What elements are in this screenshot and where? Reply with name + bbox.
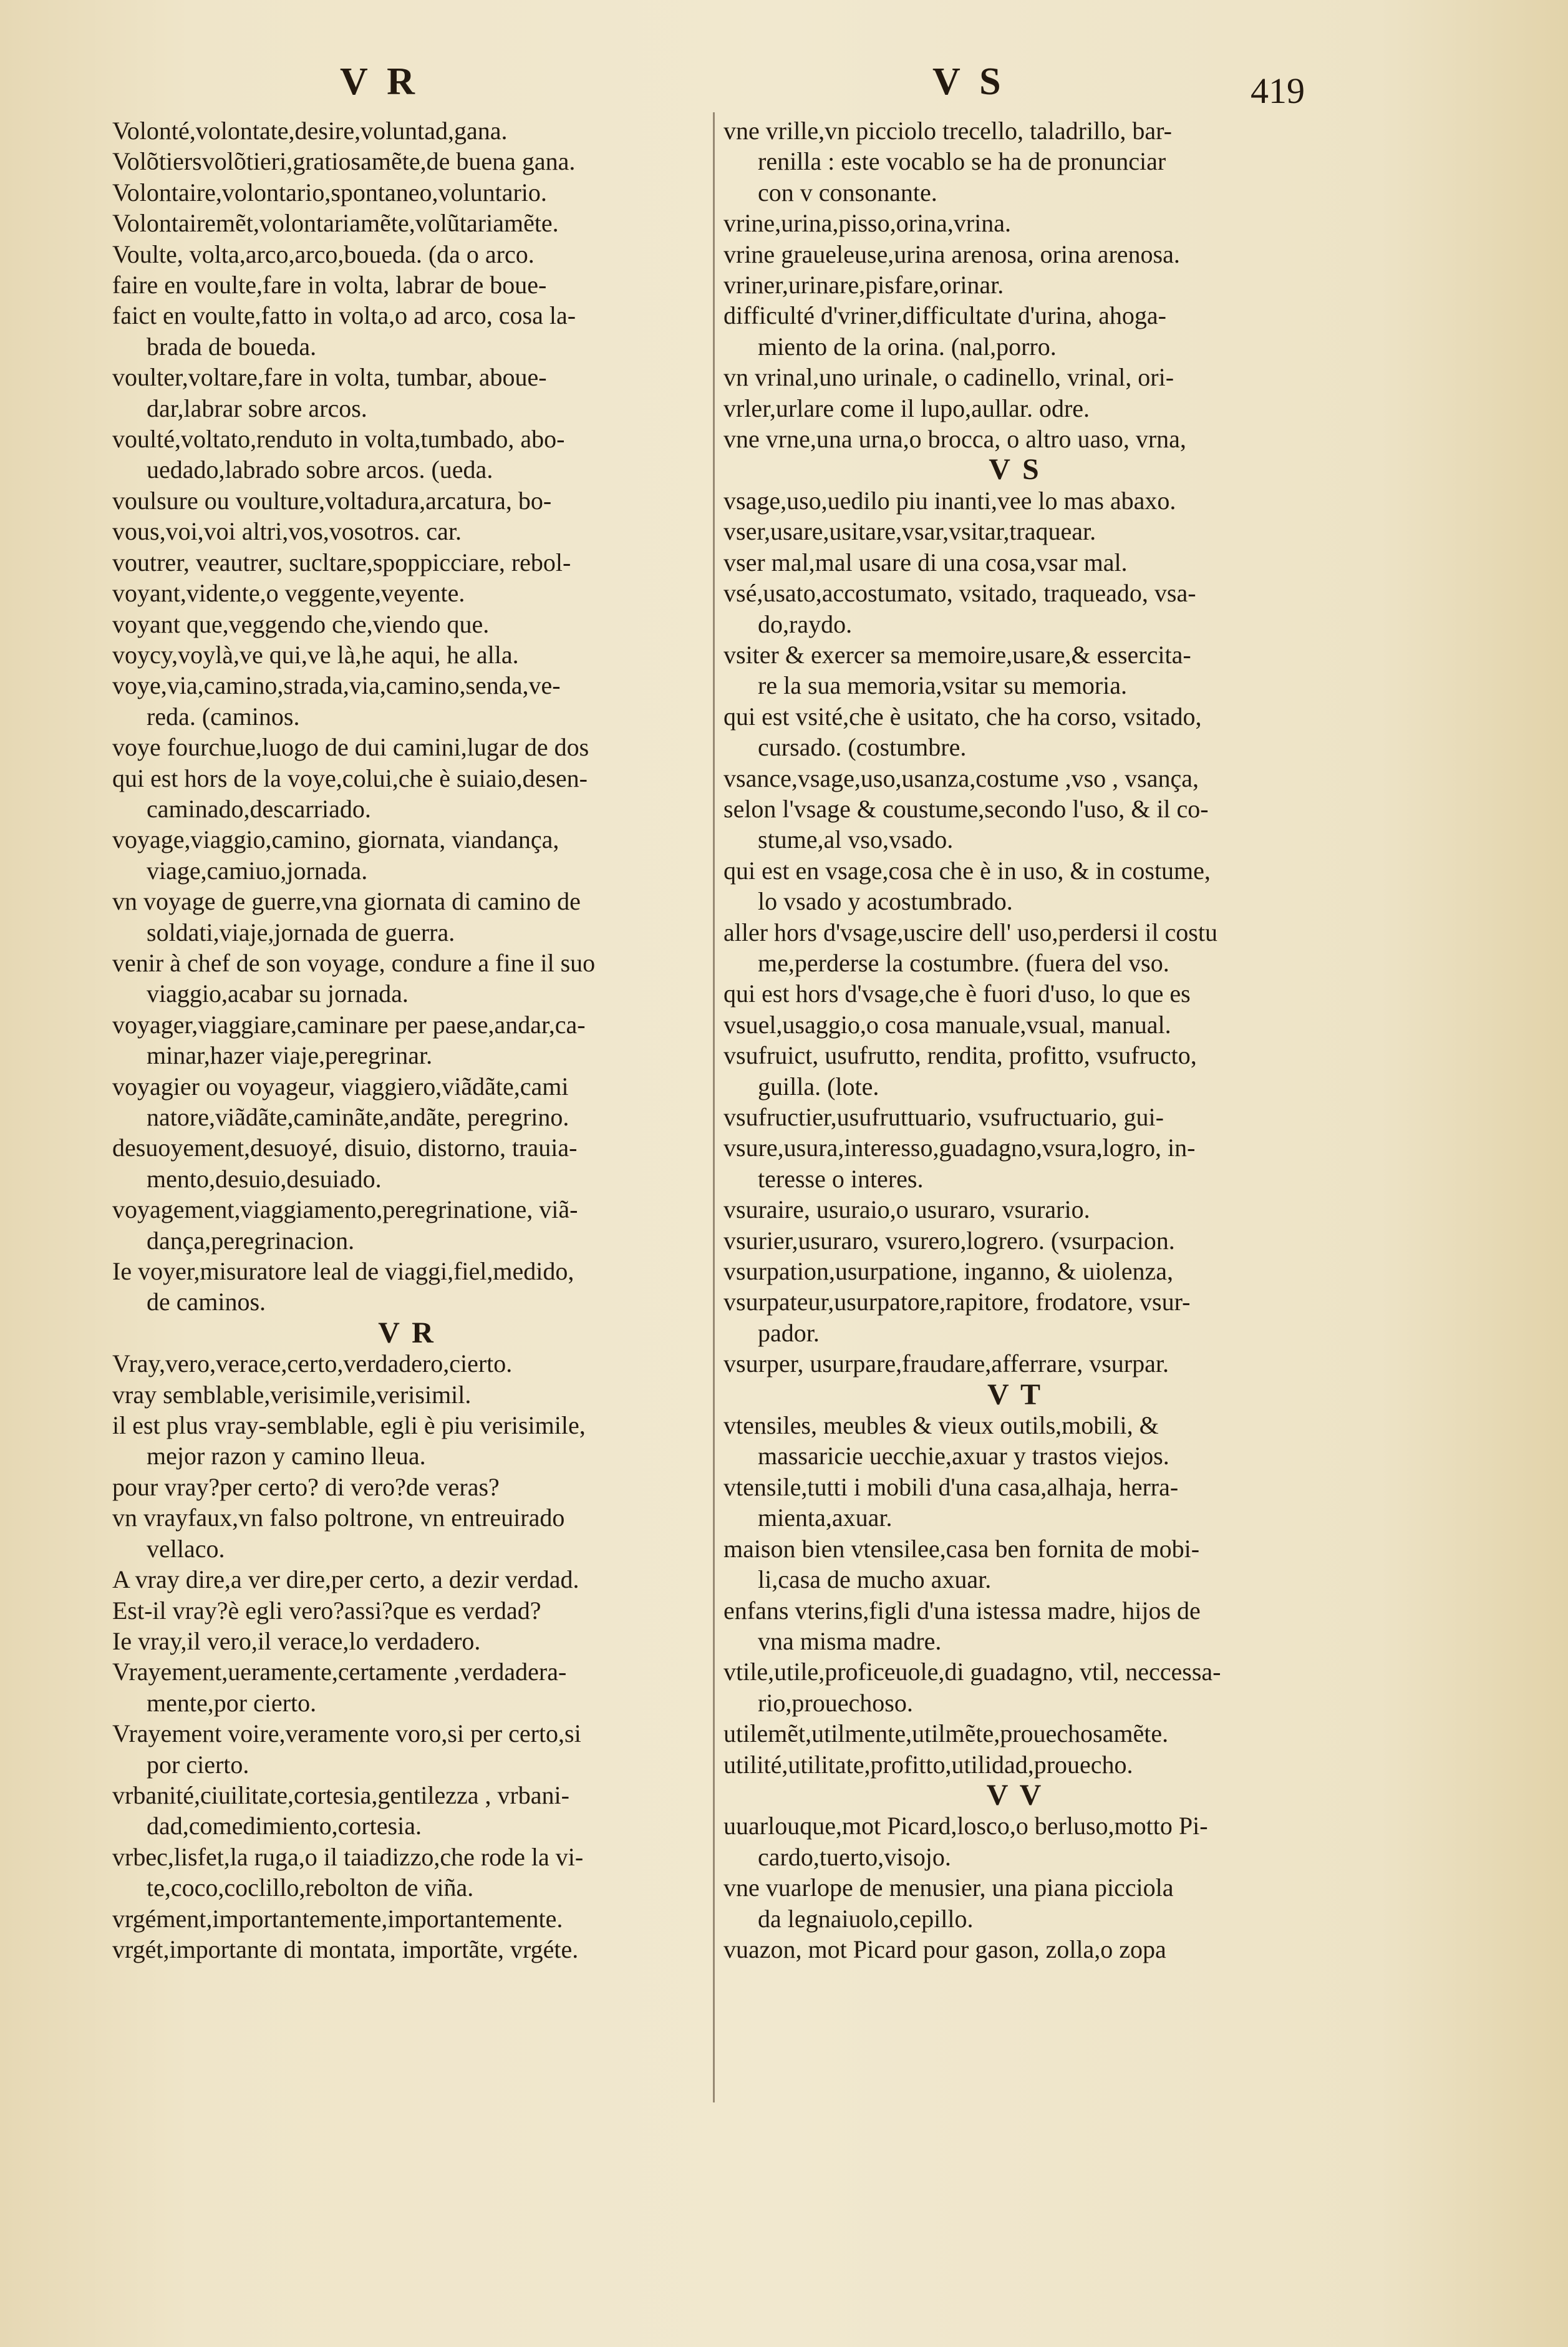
entry-continuation: mente,por cierto. xyxy=(147,1688,317,1717)
entry-continuation: natore,viãdãte,caminãte,andãte, peregrino. xyxy=(147,1103,569,1131)
dictionary-entry: venir à chef de son voyage, condure a fine il suo xyxy=(112,948,596,977)
dictionary-entry: Voulte, volta,arco,arco,boueda. (da o arco. xyxy=(112,240,535,268)
entry-continuation: mejor razon y camino lleua. xyxy=(147,1442,426,1470)
column-divider xyxy=(713,112,715,2102)
dictionary-entry: vrbanité,ciuilitate,cortesia,gentilezza , vrbani- xyxy=(112,1781,569,1809)
section-heading: V V xyxy=(986,1779,1044,1811)
entry-continuation: cardo,tuerto,visojo. xyxy=(758,1842,951,1871)
dictionary-entry: Volõtiersvolõtieri,gratiosamẽte,de buena gana. xyxy=(112,147,576,176)
dictionary-entry: maison bien vtensilee,casa ben fornita de mobi- xyxy=(724,1534,1200,1563)
dictionary-entry: vsurpateur,usurpatore,rapitore, frodatore, vsur- xyxy=(724,1288,1191,1316)
dictionary-entry: vser,usare,usitare,vsar,vsitar,traquear. xyxy=(724,517,1096,546)
dictionary-entry: vn voyage de guerre,vna giornata di camino de xyxy=(112,887,581,916)
entry-continuation: lo vsado y acostumbrado. xyxy=(758,887,1013,916)
dictionary-entry: vtensiles, meubles & vieux outils,mobili, & xyxy=(724,1411,1159,1440)
dictionary-entry: il est plus vray-semblable, egli è piu verisimile, xyxy=(112,1411,586,1440)
dictionary-entry: utilemẽt,utilmente,utilmẽte,prouechosamẽte. xyxy=(724,1719,1169,1748)
entry-continuation: teresse o interes. xyxy=(758,1164,924,1193)
dictionary-entry: vsufruict, usufrutto, rendita, profitto, vsufructo, xyxy=(724,1041,1197,1070)
dictionary-entry: vn vrinal,uno urinale, o cadinello, vrinal, ori- xyxy=(724,363,1174,392)
dictionary-entry: desuoyement,desuoyé, disuio, distorno, trauia- xyxy=(112,1134,578,1162)
dictionary-entry: voulsure ou voulture,voltadura,arcatura, bo- xyxy=(112,486,552,515)
entry-continuation: re la sua memoria,vsitar su memoria. xyxy=(758,671,1128,700)
running-header-left: V R xyxy=(340,61,420,103)
entry-continuation: dança,peregrinacion. xyxy=(147,1226,355,1255)
dictionary-entry: Vrayement voire,veramente voro,si per certo,si xyxy=(112,1719,581,1748)
entry-continuation: li,casa de mucho axuar. xyxy=(758,1565,992,1594)
dictionary-entry: voyant que,veggendo che,viendo que. xyxy=(112,610,490,638)
dictionary-entry: vrine,urina,pisso,orina,vrina. xyxy=(724,209,1011,238)
entry-continuation: me,perderse la costumbre. (fuera del vso. xyxy=(758,948,1169,977)
entry-continuation: soldati,viaje,jornada de guerra. xyxy=(147,918,455,946)
entry-continuation: stume,al vso,vsado. xyxy=(758,825,954,854)
dictionary-entry: vsuraire, usuraio,o usuraro, vsurario. xyxy=(724,1195,1090,1224)
dictionary-entry: aller hors d'vsage,uscire dell' uso,perdersi il costu xyxy=(724,918,1217,946)
dictionary-entry: Vray,vero,verace,certo,verdadero,cierto. xyxy=(112,1349,513,1378)
dictionary-entry: faire en voulte,fare in volta, labrar de boue- xyxy=(112,271,547,299)
entry-continuation: por cierto. xyxy=(147,1750,249,1779)
dictionary-entry: voyant,vidente,o veggente,veyente. xyxy=(112,579,465,608)
dictionary-entry: vne vrille,vn picciolo trecello, taladrillo, bar- xyxy=(724,117,1172,145)
entry-continuation: guilla. (lote. xyxy=(758,1072,879,1101)
dictionary-entry: voyagement,viaggiamento,peregrinatione, viã- xyxy=(112,1195,578,1224)
dictionary-entry: uuarlouque,mot Picard,losco,o berluso,motto Pi- xyxy=(724,1812,1208,1840)
section-heading: V R xyxy=(378,1317,436,1349)
entry-continuation: do,raydo. xyxy=(758,610,853,638)
entry-continuation: dar,labrar sobre arcos. xyxy=(147,394,367,422)
dictionary-entry: vser mal,mal usare di una cosa,vsar mal. xyxy=(724,548,1128,576)
page-number: 419 xyxy=(1251,70,1305,111)
dictionary-entry: vtensile,tutti i mobili d'una casa,alhaja, herra- xyxy=(724,1472,1179,1501)
dictionary-entry: A vray dire,a ver dire,per certo, a dezir verdad. xyxy=(112,1565,579,1594)
dictionary-entry: vrler,urlare come il lupo,aullar. odre. xyxy=(724,394,1090,422)
dictionary-entry: voyagier ou voyageur, viaggiero,viãdãte,cami xyxy=(112,1072,569,1101)
entry-continuation: vna misma madre. xyxy=(758,1626,942,1655)
entry-continuation: uedado,labrado sobre arcos. (ueda. xyxy=(147,455,493,484)
left-column xyxy=(112,115,702,1965)
entry-continuation: brada de boueda. xyxy=(147,332,317,361)
dictionary-entry: utilité,utilitate,profitto,utilidad,prouecho. xyxy=(724,1750,1133,1779)
entry-continuation: con v consonante. xyxy=(758,178,937,207)
entry-continuation: renilla : este vocablo se ha de pronunciar xyxy=(758,147,1166,176)
dictionary-entry: vsuel,usaggio,o cosa manuale,vsual, manual. xyxy=(724,1010,1171,1039)
dictionary-entry: Est-il vray?è egli vero?assi?que es verdad? xyxy=(112,1596,541,1625)
dictionary-entry: voycy,voylà,ve qui,ve là,he aqui, he alla. xyxy=(112,640,519,669)
dictionary-entry: Volonté,volontate,desire,voluntad,gana. xyxy=(112,117,508,145)
dictionary-entry: voulté,voltato,renduto in volta,tumbado, abo- xyxy=(112,425,565,454)
entry-continuation: vellaco. xyxy=(147,1534,225,1563)
entry-continuation: de caminos. xyxy=(147,1288,266,1316)
dictionary-entry: enfans vterins,figli d'una istessa madre, hijos de xyxy=(724,1596,1201,1625)
dictionary-entry: vsure,usura,interesso,guadagno,vsura,logro, in- xyxy=(724,1134,1196,1162)
entry-continuation: miento de la orina. (nal,porro. xyxy=(758,332,1057,361)
entry-continuation: mienta,axuar. xyxy=(758,1504,893,1532)
dictionary-entry: qui est vsité,che è usitato, che ha corso, vsitado, xyxy=(724,702,1202,731)
entry-continuation: minar,hazer viaje,peregrinar. xyxy=(147,1041,433,1070)
entry-continuation: viaggio,acabar su jornada. xyxy=(147,979,409,1008)
dictionary-entry: faict en voulte,fatto in volta,o ad arco, cosa la- xyxy=(112,301,576,330)
dictionary-entry: vuazon, mot Picard pour gason, zolla,o zopa xyxy=(724,1935,1166,1963)
dictionary-entry: Ie voyer,misuratore leal de viaggi,fiel,medido, xyxy=(112,1257,574,1286)
dictionary-entry: voutrer, veautrer, sucltare,spoppicciare, rebol- xyxy=(112,548,571,576)
dictionary-entry: vriner,urinare,pisfare,orinar. xyxy=(724,271,1004,299)
dictionary-entry: vne vrne,una urna,o brocca, o altro uaso, vrna, xyxy=(724,425,1186,454)
dictionary-entry: vrgément,importantemente,importantemente. xyxy=(112,1904,563,1933)
entry-continuation: reda. (caminos. xyxy=(147,702,300,731)
dictionary-entry: voyage,viaggio,camino, giornata, viandança, xyxy=(112,825,559,854)
dictionary-entry: Volontairemẽt,volontariamẽte,volũtariamẽte. xyxy=(112,209,559,238)
dictionary-entry: qui est hors de la voye,colui,che è suiaio,desen- xyxy=(112,764,588,792)
dictionary-entry: vsurpation,usurpatione, inganno, & uiolenza, xyxy=(724,1257,1173,1286)
entry-continuation: dad,comedimiento,cortesia. xyxy=(147,1812,422,1840)
dictionary-entry: voye fourchue,luogo de dui camini,lugar de dos xyxy=(112,733,589,762)
dictionary-entry: vrbec,lisfet,la ruga,o il taiadizzo,che rode la vi- xyxy=(112,1842,584,1871)
dictionary-entry: qui est en vsage,cosa che è in uso, & in costume, xyxy=(724,856,1211,885)
entry-continuation: viage,camiuo,jornada. xyxy=(147,856,368,885)
entry-continuation: mento,desuio,desuiado. xyxy=(147,1164,382,1193)
dictionary-entry: selon l'vsage & coustume,secondo l'uso, & il co- xyxy=(724,794,1209,823)
dictionary-entry: vsage,uso,uedilo piu inanti,vee lo mas abaxo. xyxy=(724,486,1176,515)
dictionary-entry: voye,via,camino,strada,via,camino,senda,ve- xyxy=(112,671,561,700)
running-header-right: V S xyxy=(932,61,1006,103)
dictionary-entry: Ie vray,il vero,il verace,lo verdadero. xyxy=(112,1626,481,1655)
dictionary-entry: voyager,viaggiare,caminare per paese,andar,ca- xyxy=(112,1010,586,1039)
dictionary-entry: Vrayement,ueramente,certamente ,verdadera- xyxy=(112,1658,567,1686)
dictionary-entry: vne vuarlope de menusier, una piana picciola xyxy=(724,1873,1174,1902)
dictionary-entry: vn vrayfaux,vn falso poltrone, vn entreuirado xyxy=(112,1504,565,1532)
section-heading: V T xyxy=(987,1379,1043,1411)
dictionary-entry: Volontaire,volontario,spontaneo,voluntario. xyxy=(112,178,547,207)
dictionary-entry: vsurper, usurpare,fraudare,afferrare, vsurpar. xyxy=(724,1349,1169,1378)
entry-continuation: pador. xyxy=(758,1318,820,1347)
dictionary-entry: vsé,usato,accostumato, vsitado, traqueado, vsa- xyxy=(724,579,1196,608)
dictionary-entry: vsufructier,usufruttuario, vsufructuario, gui- xyxy=(724,1103,1164,1131)
dictionary-entry: difficulté d'vriner,difficultate d'urina, ahoga- xyxy=(724,301,1166,330)
dictionary-entry: vsiter & exercer sa memoire,usare,& essercita- xyxy=(724,640,1191,669)
dictionary-entry: vous,voi,voi altri,vos,vosotros. car. xyxy=(112,517,462,546)
entry-continuation: caminado,descarriado. xyxy=(147,794,371,823)
dictionary-entry: vsurier,usuraro, vsurero,logrero. (vsurpacion. xyxy=(724,1226,1175,1255)
entry-continuation: da legnaiuolo,cepillo. xyxy=(758,1904,974,1933)
entry-continuation: rio,prouechoso. xyxy=(758,1688,913,1717)
dictionary-entry: pour vray?per certo? di vero?de veras? xyxy=(112,1472,500,1501)
right-column xyxy=(724,115,1307,1965)
dictionary-entry: voulter,voltare,fare in volta, tumbar, aboue- xyxy=(112,363,547,392)
dictionary-entry: qui est hors d'vsage,che è fuori d'uso, lo que es xyxy=(724,979,1191,1008)
dictionary-entry: vrgét,importante di montata, importãte, vrgéte. xyxy=(112,1935,579,1963)
entry-continuation: cursado. (costumbre. xyxy=(758,733,967,762)
dictionary-entry: vray semblable,verisimile,verisimil. xyxy=(112,1380,472,1409)
dictionary-entry: vtile,utile,proficeuole,di guadagno, vtil, neccessa- xyxy=(724,1658,1221,1686)
section-heading: V S xyxy=(989,454,1042,485)
dictionary-entry: vrine graueleuse,urina arenosa, orina arenosa. xyxy=(724,240,1180,268)
entry-continuation: massaricie uecchie,axuar y trastos viejos. xyxy=(758,1442,1169,1470)
entry-continuation: te,coco,coclillo,rebolton de viña. xyxy=(147,1873,474,1902)
dictionary-entry: vsance,vsage,uso,usanza,costume ,vso , vsança, xyxy=(724,764,1199,792)
